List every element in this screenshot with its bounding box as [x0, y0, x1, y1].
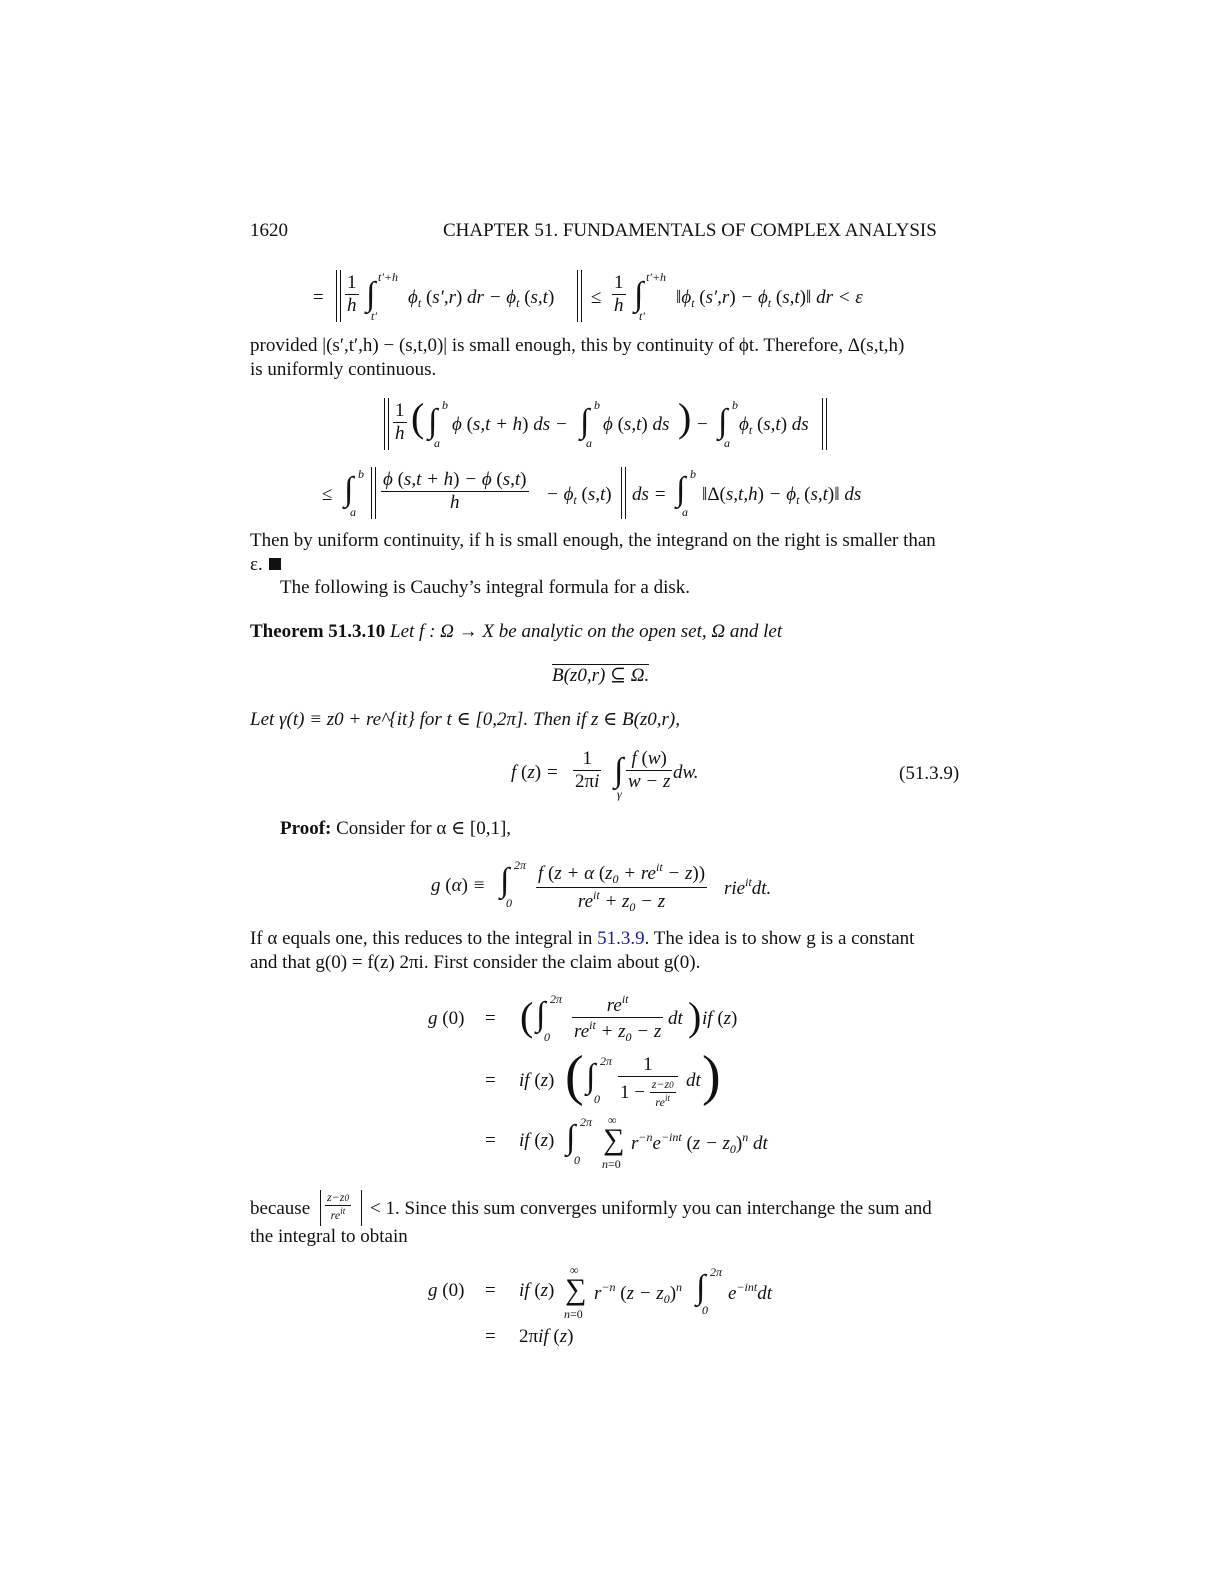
paragraph-alpha-one: If α equals one, this reduces to the integral in 51.3.9. The idea is to show g is a constant [250, 928, 915, 949]
abs-bar-left [320, 1190, 321, 1226]
qed-square-icon [269, 558, 281, 570]
paragraph-uniform-convergence-cont: the integral to obtain [250, 1226, 408, 1247]
abs-bar-right [361, 1190, 362, 1226]
ratio-fraction: $\frac{z-z0}{re^{it}}$ [327, 1190, 349, 1222]
paragraph-uniform-convergence: because [250, 1198, 311, 1219]
paragraph-alpha-one-cont: and that g(0) = f(z) 2πi. First consider the claim about g(0). [250, 952, 701, 973]
proof-label: Proof: [280, 818, 332, 839]
paragraph-continuity-cont: is uniformly continuous. [250, 359, 437, 380]
theorem-statement: Theorem 51.3.10 Let f : Ω → X be analytic on the open set, Ω and let [250, 621, 783, 642]
page-number: 1620 [250, 220, 288, 241]
paragraph-uniform-convergence-tail: < 1. Since this sum converges uniformly you can interchange the sum and [370, 1198, 932, 1219]
theorem-label: Theorem 51.3.10 [250, 621, 386, 642]
equation-number: (51.3.9) [899, 763, 960, 784]
paragraph-continuity: provided |(s′,t′,h) − (s,t,0)| is small enough, this by continuity of ϕt. Therefore, Δ(s,t,h) [250, 335, 905, 356]
paragraph-uniform-continuity-cont: ε. [250, 553, 281, 577]
equation-reference-link[interactable]: 51.3.9 [597, 928, 645, 949]
paragraph-cauchy-intro: The following is Cauchy’s integral formula for a disk. [280, 577, 690, 598]
document-page: 1620 CHAPTER 51. FUNDAMENTALS OF COMPLEX ANALYSIS = $\frac{1}{h}$ ∫ t′+h t′ $\phi_t$ (s′,r) dr − $\phi_t$ (s,t) ≤ $\frac{1}{h}$ ∫ t′+h t′ $‖\phi_t$ $(s',r) - \phi_t$ (s,t)‖ dr < ε provided |(s′,t′,h) − (s,t,0)| is small enough, this by continuity of ϕt. Therefore, Δ(s,t,h) is uniformly continuous. $\frac{1}{h}$ ( ∫ b a ϕ (s,t + h) ds − ∫ b a ϕ (s,t) ds ) − ∫ b a $\phi_t$ (s,t) ds ≤ ∫ b a $\frac{\phi (s,t + h) - \phi (s,t)}{h}$ − $\phi_t$ (s,t) ds = ∫ b a ‖Δ(s,t,h) − $\phi_t$ (s,t)‖ ds Then by uniform continuity, if h is small enough, the integrand on the right is smaller than ε. The following is Cauchy’s integral formula for a disk. Theorem 51.3.10 Let f : Ω → X be analytic on the open set, Ω and let B(z0,r) ⊆ Ω. Let γ(t) ≡ z0 + re^{it} for t ∈ [0,2π]. Then if z ∈ B(z0,r), f (z) = $\frac{1}{2\pi i}$ ∫ γ $\frac{f (w)}{w - z}$ dw. (51.3.9) Proof: Consider for α ∈ [0,1], g (α) ≡ ∫ 2π 0 $\frac{f (z + \alpha (z_0 + re^{it} - z))}{re^{it} + z_0 - z}$ rie$^{it}$dt. If α equals one, this reduces to the integral in 51.3.9. The idea is to show g is a constant and that g(0) = f(z) 2πi. First consider the claim about g(0). g (0) = ( ∫ 2π 0 $\frac{re^{it}}{re^{it} + z_0 - z}$ dt ) if (z) = if (z) ( ∫ 2π 0 1 1 − $\frac{z-z0}{re^{it}}$ dt ) = if (z) ∫ 2π 0 ∑ ∞ n=0 $r^{-n}e^{-int}$ $(z - z_0)^n$ dt because $\frac{z-z0}{re^{it}}$ < 1. Since this sum converges uniformly you can interchange the sum and the integral to obtain g (0) = if (z) ∑ ∞ n=0 $r^{-n}$ $(z - z_0)^n$ ∫ 2π 0 $e^{-int}dt$ = 2πif (z) [250, 220, 960, 1347]
running-title: CHAPTER 51. FUNDAMENTALS OF COMPLEX ANALYSIS [443, 220, 937, 241]
theorem-closure-condition: B(z0,r) ⊆ Ω. [552, 665, 650, 686]
theorem-curve-definition: Let γ(t) ≡ z0 + re^{it} for t ∈ [0,2π]. Then if z ∈ B(z0,r), [250, 709, 681, 730]
proof-intro: Proof: Consider for α ∈ [0,1], [280, 818, 512, 839]
paragraph-uniform-continuity: Then by uniform continuity, if h is small enough, the integrand on the right is smaller than [250, 530, 936, 551]
